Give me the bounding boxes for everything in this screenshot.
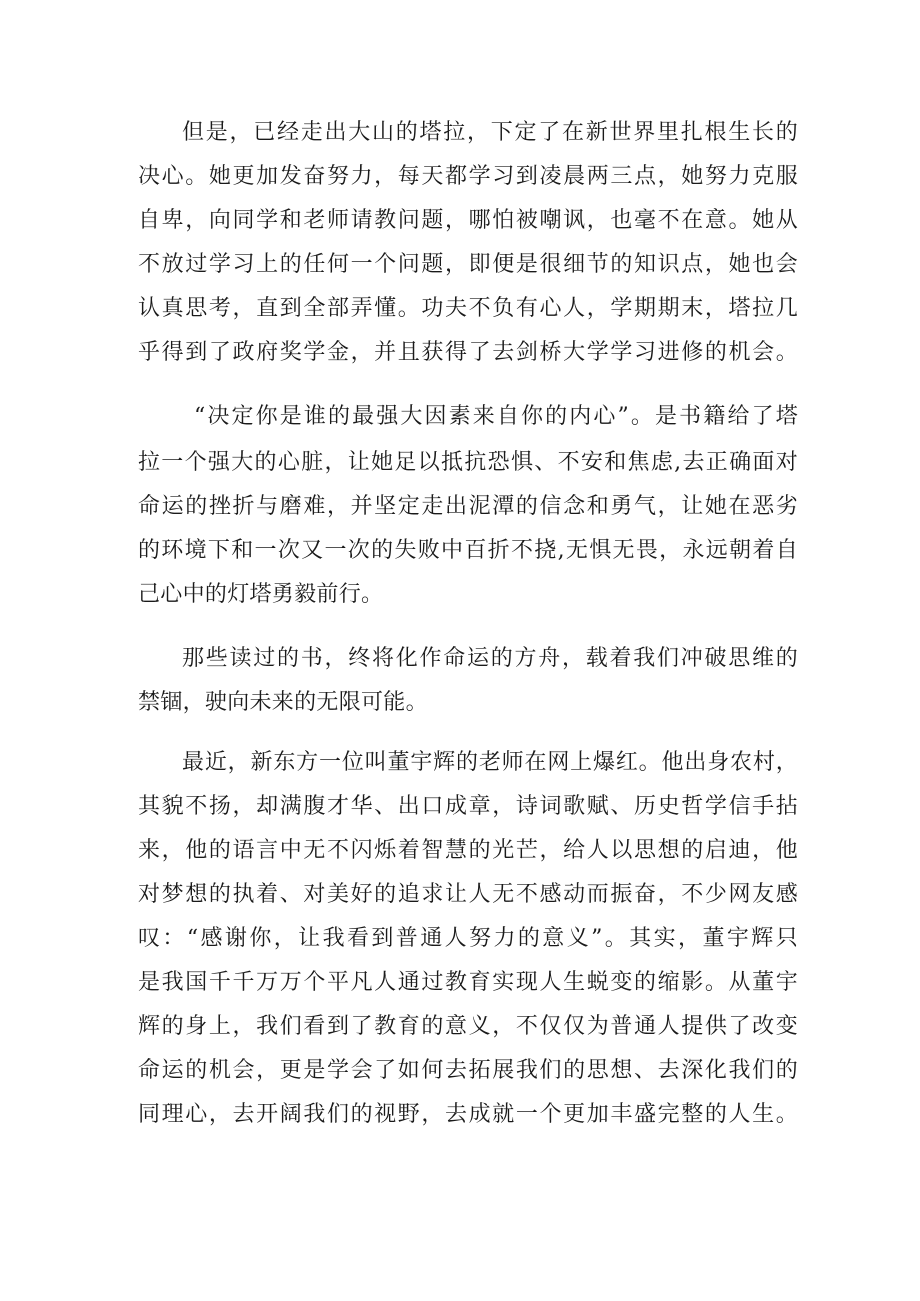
text-line: 不放过学习上的任何一个问题，即便是很细节的知识点，她也会	[138, 252, 798, 277]
text-line: 拉一个强大的心脏，让她足以抵抗恐惧、不安和焦虑,去正确面对	[138, 450, 798, 475]
text-line: 那些读过的书，终将化作命运的方舟，载着我们冲破思维的	[182, 646, 798, 671]
text-line: 是我国千千万万个平凡人通过教育实现人生蜕变的缩影。从董宇	[138, 970, 798, 995]
text-line: 最近，新东方一位叫董宇辉的老师在网上爆红。他出身农村，	[182, 750, 798, 775]
text-line: 命运的机会，更是学会了如何去拓展我们的思想、去深化我们的	[138, 1058, 798, 1083]
text-line: 乎得到了政府奖学金，并且获得了去剑桥大学学习进修的机会。	[138, 340, 798, 365]
text-line: 认真思考，直到全部弄懂。功夫不负有心人，学期期末，塔拉几	[138, 296, 798, 321]
text-line: 来，他的语言中无不闪烁着智慧的光芒，给人以思想的启迪，他	[138, 838, 798, 863]
text-line: 对梦想的执着、对美好的追求让人无不感动而振奋，不少网友感	[138, 882, 798, 907]
text-line: 己心中的灯塔勇毅前行。	[138, 582, 384, 607]
text-line: 禁锢，驶向未来的无限可能。	[138, 690, 428, 715]
text-line: 决心。她更加发奋努力，每天都学习到凌晨两三点，她努力克服	[138, 164, 798, 189]
text-line: 命运的挫折与磨难，并坚定走出泥潭的信念和勇气，让她在恶劣	[138, 494, 798, 519]
text-line: 自卑，向同学和老师请教问题，哪怕被嘲讽，也毫不在意。她从	[138, 208, 798, 233]
text-line: 但是，已经走出大山的塔拉，下定了在新世界里扎根生长的	[182, 120, 798, 145]
text-line: 辉的身上，我们看到了教育的意义，不仅仅为普通人提供了改变	[138, 1014, 798, 1039]
text-line: 其貌不扬，却满腹才华、出口成章，诗词歌赋、历史哲学信手拈	[138, 794, 798, 819]
text-line: 叹：“感谢你，让我看到普通人努力的意义”。其实，董宇辉只	[138, 926, 798, 951]
text-line: 同理心，去开阔我们的视野，去成就一个更加丰盛完整的人生。	[138, 1102, 798, 1127]
text-line: “决定你是谁的最强大因素来自你的内心”。是书籍给了塔	[194, 404, 798, 429]
text-line: 的环境下和一次又一次的失败中百折不挠,无惧无畏，永远朝着自	[138, 538, 798, 563]
